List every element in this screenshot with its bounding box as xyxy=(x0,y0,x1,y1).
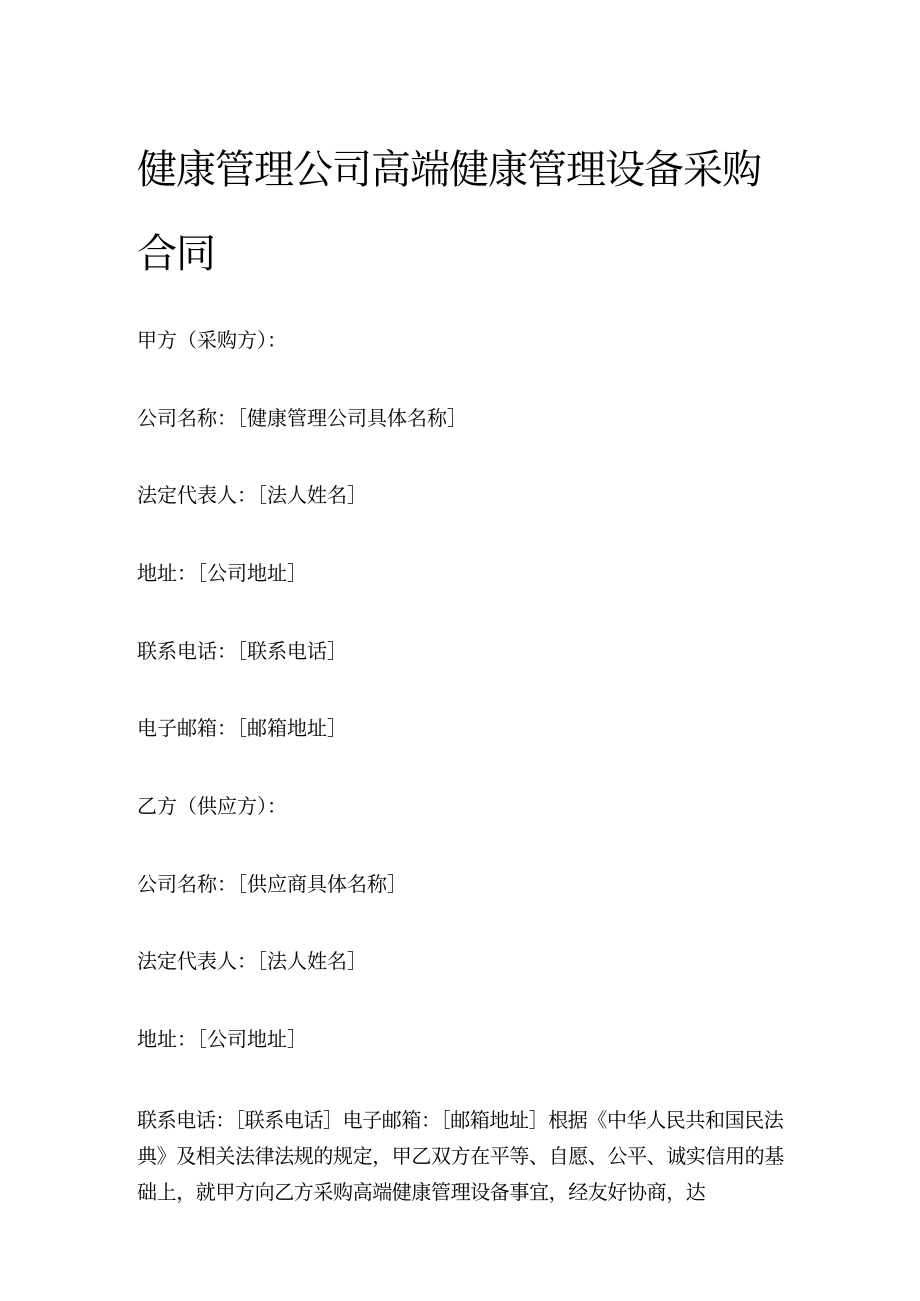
party-b-heading: 乙方（供应方）： xyxy=(137,794,287,818)
party-a-address: 地址：［公司地址］ xyxy=(137,561,307,585)
party-b-legal-representative: 法定代表人：［法人姓名］ xyxy=(137,949,367,973)
party-a-heading: 甲方（采购方）： xyxy=(137,328,287,352)
party-a-company-name: 公司名称：［健康管理公司具体名称］ xyxy=(137,406,467,430)
party-a-email: 电子邮箱：［邮箱地址］ xyxy=(137,716,347,740)
party-a-phone: 联系电话：［联系电话］ xyxy=(137,639,347,663)
party-b-company-name: 公司名称：［供应商具体名称］ xyxy=(137,872,407,896)
document-title: 健康管理公司高端健康管理设备采购合同 xyxy=(137,147,761,277)
party-b-address: 地址：［公司地址］ xyxy=(137,1027,307,1051)
party-a-legal-representative: 法定代表人：［法人姓名］ xyxy=(137,483,367,507)
contract-preamble-paragraph: 联系电话：［联系电话］电子邮箱：［邮箱地址］根据《中华人民共和国民法典》及相关法律法规的规定，甲乙双方在平等、自愿、公平、诚实信用的基础上，就甲方向乙方采购高端健康管理设备事宜，经友好协商，达 xyxy=(137,1108,784,1204)
